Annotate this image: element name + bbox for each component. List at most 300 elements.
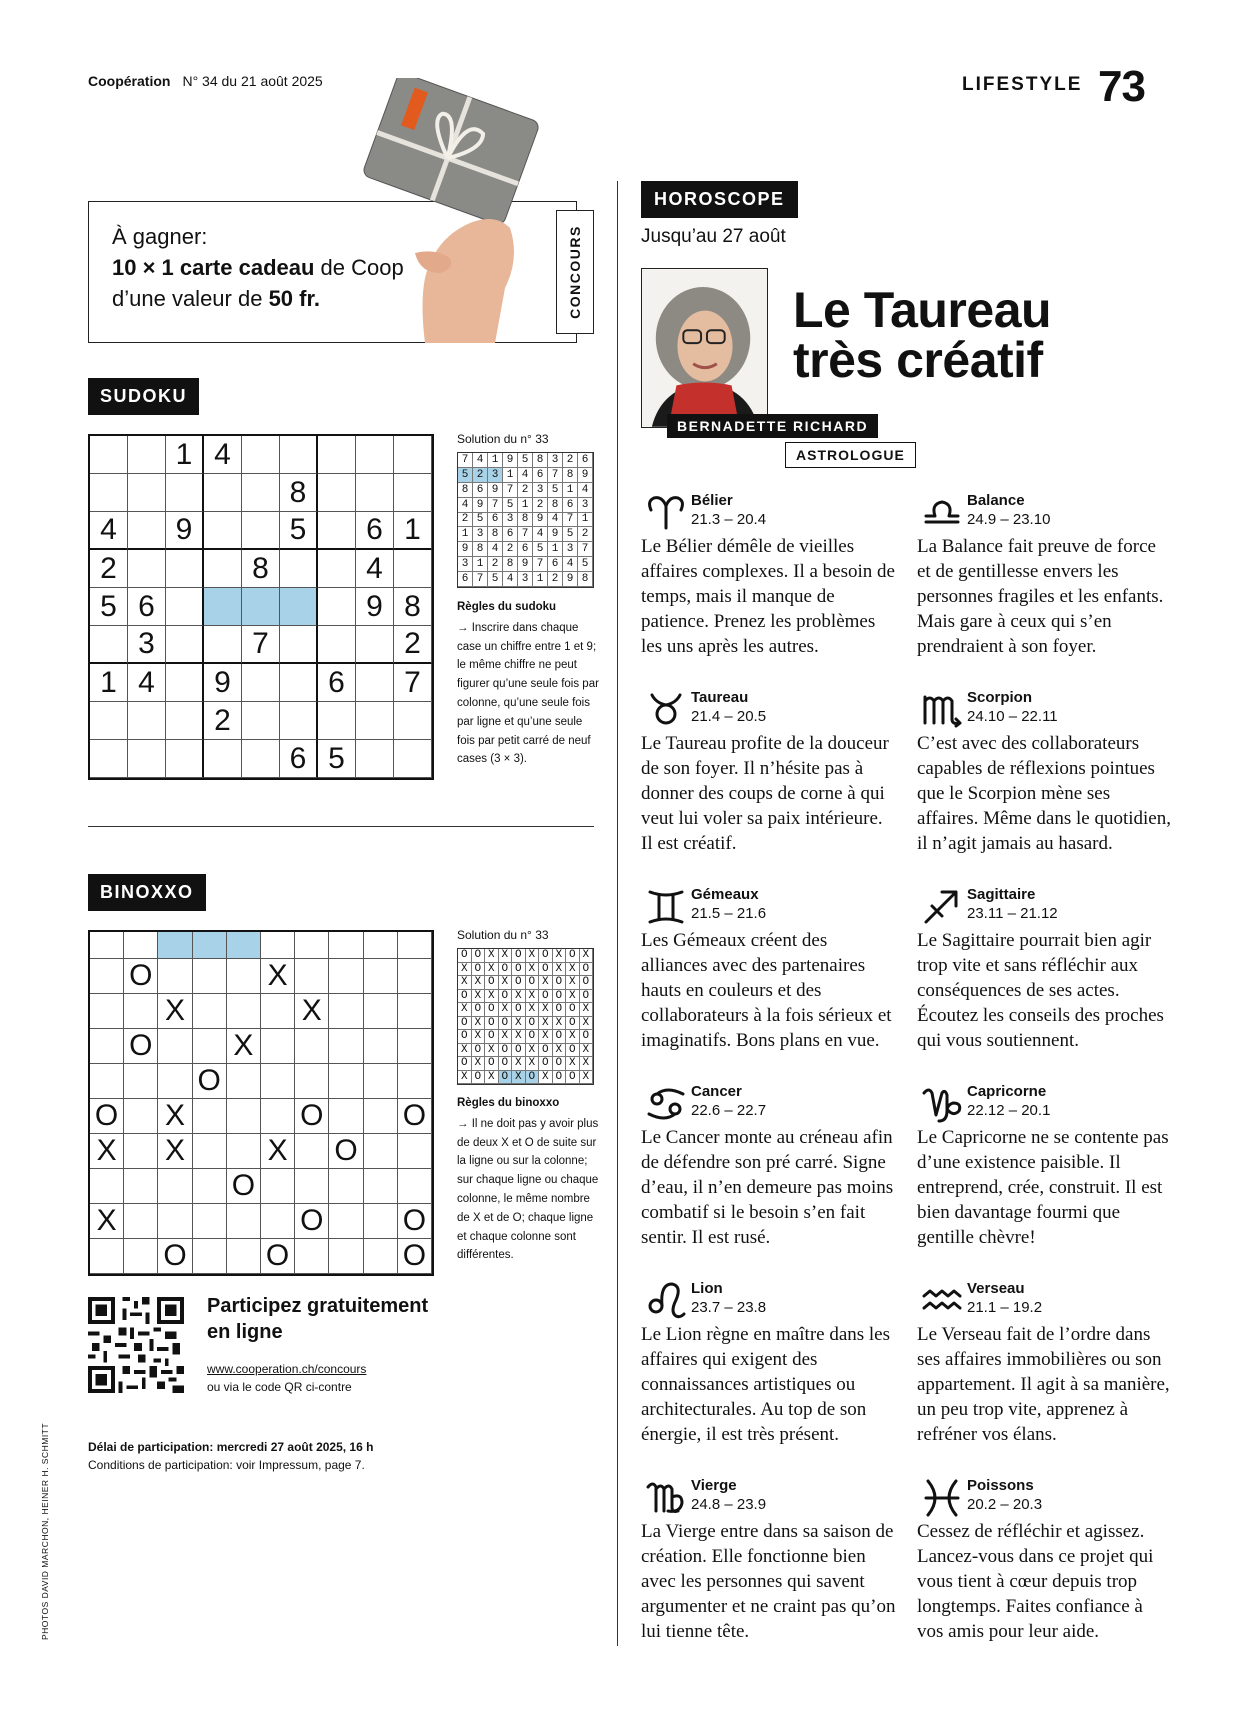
headline-line-1: Le Taureau xyxy=(793,282,1052,338)
binoxxo-grid-cell[interactable] xyxy=(227,994,261,1029)
sudoku-solution-cell: 4 xyxy=(563,557,578,572)
sudoku-grid-cell[interactable] xyxy=(166,626,204,664)
binoxxo-grid-cell[interactable] xyxy=(193,959,227,994)
sudoku-solution-cell: 3 xyxy=(488,468,503,483)
sudoku-grid[interactable] xyxy=(88,434,434,780)
binoxxo-solution-cell: O xyxy=(512,976,526,990)
sudoku-grid-cell[interactable] xyxy=(204,512,242,550)
sudoku-grid-cell[interactable] xyxy=(128,702,166,740)
sudoku-grid-cell[interactable] xyxy=(318,702,356,740)
sign-name: Taureau xyxy=(691,689,749,706)
sudoku-grid-cell[interactable] xyxy=(204,740,242,778)
binoxxo-solution-cell: O xyxy=(553,1071,567,1085)
binoxxo-grid-cell[interactable] xyxy=(261,1099,295,1134)
binoxxo-grid-cell[interactable] xyxy=(227,1064,261,1099)
binoxxo-grid-cell[interactable] xyxy=(295,1239,329,1274)
sudoku-grid-cell[interactable] xyxy=(318,474,356,512)
sudoku-grid-cell[interactable]: 4 xyxy=(204,436,242,474)
sign-text: C’est avec des collaborateurs capables de réflexions pointues que le Scorpion mène ses affaires. Même dans le quotidien, il n’agit jamais au hasard. xyxy=(917,733,1171,854)
sudoku-grid-cell[interactable] xyxy=(318,512,356,550)
binoxxo-solution-cell: X xyxy=(553,1044,567,1058)
binoxxo-grid-cell[interactable] xyxy=(90,1029,124,1064)
binoxxo-grid-cell[interactable]: O xyxy=(329,1134,363,1169)
binoxxo-grid-cell[interactable] xyxy=(90,1064,124,1099)
sudoku-grid-cell[interactable] xyxy=(166,550,204,588)
binoxxo-solution-cell: O xyxy=(566,1003,580,1017)
binoxxo-solution-grid xyxy=(457,948,594,1085)
sudoku-grid-cell[interactable] xyxy=(242,588,280,626)
sudoku-solution-cell: 5 xyxy=(488,572,503,587)
binoxxo-grid-cell[interactable]: O xyxy=(193,1064,227,1099)
binoxxo-grid-cell[interactable] xyxy=(295,1134,329,1169)
binoxxo-solution-cell: X xyxy=(499,1003,513,1017)
binoxxo-grid-cell[interactable] xyxy=(398,994,432,1029)
contest-prize-rest: de Coop xyxy=(314,255,404,280)
binoxxo-grid-cell[interactable] xyxy=(329,1099,363,1134)
sudoku-solution-title: Solution du n° 33 xyxy=(457,432,549,446)
sudoku-grid-cell[interactable] xyxy=(242,664,280,702)
sudoku-grid-cell[interactable] xyxy=(242,436,280,474)
sudoku-grid-cell[interactable]: 9 xyxy=(356,588,394,626)
binoxxo-grid-cell[interactable] xyxy=(124,1064,158,1099)
sudoku-grid-cell[interactable] xyxy=(204,626,242,664)
binoxxo-grid-cell[interactable] xyxy=(193,1134,227,1169)
binoxxo-grid-cell[interactable] xyxy=(227,932,261,959)
sudoku-grid-cell[interactable] xyxy=(394,550,432,588)
binoxxo-grid-cell[interactable]: O xyxy=(398,1099,432,1134)
binoxxo-grid-cell[interactable] xyxy=(329,1029,363,1064)
binoxxo-grid-cell[interactable]: O xyxy=(398,1239,432,1274)
binoxxo-grid-cell[interactable] xyxy=(261,1169,295,1204)
sign-dates: 22.6 – 22.7 xyxy=(691,1102,767,1119)
sudoku-grid-cell[interactable] xyxy=(128,740,166,778)
binoxxo-grid-cell[interactable]: O xyxy=(158,1239,192,1274)
sudoku-solution-cell: 2 xyxy=(488,557,503,572)
binoxxo-grid-cell[interactable] xyxy=(398,1169,432,1204)
sudoku-solution-cell: 2 xyxy=(503,542,518,557)
binoxxo-grid-cell[interactable] xyxy=(295,1029,329,1064)
binoxxo-solution-cell: X xyxy=(458,1003,472,1017)
contest-url-link[interactable]: www.cooperation.ch/concours xyxy=(207,1362,367,1376)
binoxxo-grid-cell[interactable] xyxy=(261,1064,295,1099)
qr-code-icon[interactable] xyxy=(88,1297,184,1393)
sudoku-grid-cell[interactable] xyxy=(356,626,394,664)
sudoku-solution-cell: 1 xyxy=(548,542,563,557)
binoxxo-solution-cell: X xyxy=(526,1003,540,1017)
binoxxo-solution-cell: O xyxy=(512,949,526,963)
sudoku-grid-cell[interactable] xyxy=(280,702,318,740)
binoxxo-grid-cell[interactable] xyxy=(329,1239,363,1274)
contest-line-3 xyxy=(112,283,404,314)
sudoku-rules-title: Règles du sudoku xyxy=(457,601,557,613)
sign-heading xyxy=(917,886,1173,926)
sudoku-solution-cell: 3 xyxy=(563,542,578,557)
sign-dates: 24.10 – 22.11 xyxy=(967,708,1058,725)
binoxxo-grid-cell[interactable] xyxy=(261,932,295,959)
binoxxo-solution-cell: X xyxy=(485,990,499,1004)
binoxxo-grid-cell[interactable] xyxy=(193,1239,227,1274)
sign-dates: 21.1 – 19.2 xyxy=(967,1299,1043,1316)
binoxxo-grid-cell[interactable]: O xyxy=(90,1099,124,1134)
binoxxo-rules-title: Règles du binoxxo xyxy=(457,1097,560,1109)
aquarius-icon xyxy=(917,1280,967,1320)
photo-credits: PHOTOS DAVID MARCHON, HEINER H. SCHMITT xyxy=(40,1422,50,1640)
sudoku-grid-cell[interactable]: 5 xyxy=(280,512,318,550)
binoxxo-solution-cell: O xyxy=(566,1017,580,1031)
sudoku-solution-cell: 1 xyxy=(518,498,533,513)
binoxxo-solution-cell: X xyxy=(472,990,486,1004)
sudoku-grid-cell[interactable]: 4 xyxy=(356,550,394,588)
sign-name: Cancer xyxy=(691,1083,742,1100)
sudoku-grid-cell[interactable] xyxy=(394,740,432,778)
binoxxo-solution-cell: X xyxy=(512,1030,526,1044)
sudoku-grid-cell[interactable]: 1 xyxy=(394,512,432,550)
binoxxo-grid-cell[interactable] xyxy=(193,1099,227,1134)
sudoku-grid-cell[interactable]: 7 xyxy=(394,664,432,702)
sudoku-grid-cell[interactable]: 4 xyxy=(90,512,128,550)
sign-text: Cessez de réfléchir et agissez. Lancez-vous dans ce projet qui vous tient à cœur depuis trop longtemps. Faites confiance à vos amis pour leur aide. xyxy=(917,1521,1154,1642)
sudoku-grid-cell[interactable] xyxy=(166,702,204,740)
binoxxo-grid-cell[interactable] xyxy=(193,1029,227,1064)
binoxxo-grid-cell[interactable] xyxy=(329,932,363,959)
binoxxo-grid-cell[interactable] xyxy=(364,1099,398,1134)
sign-text: Le Cancer monte au créneau afin de défendre son pré carré. Signe d’eau, il n’en demeure pas moins combatif si le besoin s’en fait sentir. Il est rusé. xyxy=(641,1127,894,1248)
section-divider xyxy=(88,826,594,827)
sudoku-solution-cell: 9 xyxy=(518,557,533,572)
sudoku-grid-cell[interactable] xyxy=(166,474,204,512)
binoxxo-grid-cell[interactable] xyxy=(295,1169,329,1204)
sudoku-grid-cell[interactable] xyxy=(394,474,432,512)
binoxxo-grid-cell[interactable] xyxy=(364,1239,398,1274)
sudoku-grid-cell[interactable]: 8 xyxy=(242,550,280,588)
sudoku-grid-cell[interactable]: 2 xyxy=(204,702,242,740)
binoxxo-grid-cell[interactable] xyxy=(193,1204,227,1239)
binoxxo-solution-cell: O xyxy=(458,1017,472,1031)
binoxxo-solution-cell: O xyxy=(499,1044,513,1058)
binoxxo-grid-cell[interactable]: X xyxy=(261,1134,295,1169)
binoxxo-grid-cell[interactable] xyxy=(295,959,329,994)
binoxxo-grid-cell[interactable] xyxy=(329,959,363,994)
binoxxo-grid-cell[interactable] xyxy=(364,1169,398,1204)
binoxxo-grid-cell[interactable] xyxy=(261,1204,295,1239)
sign-heading xyxy=(641,689,897,729)
binoxxo-grid-cell[interactable] xyxy=(398,1029,432,1064)
sudoku-solution-cell: 6 xyxy=(473,483,488,498)
sudoku-solution-cell: 2 xyxy=(518,483,533,498)
sudoku-grid-cell[interactable]: 1 xyxy=(166,436,204,474)
horoscope-sign xyxy=(641,886,897,1053)
sudoku-grid-cell[interactable]: 9 xyxy=(166,512,204,550)
binoxxo-grid-cell[interactable] xyxy=(124,932,158,959)
binoxxo-grid-cell[interactable] xyxy=(193,994,227,1029)
binoxxo-solution-cell: X xyxy=(580,1071,594,1085)
binoxxo-solution-cell: X xyxy=(539,1017,553,1031)
binoxxo-grid-cell[interactable] xyxy=(124,1169,158,1204)
binoxxo-grid-cell[interactable]: X xyxy=(227,1029,261,1064)
binoxxo-grid-cell[interactable] xyxy=(158,1064,192,1099)
sudoku-grid-cell[interactable] xyxy=(242,740,280,778)
sudoku-grid-cell[interactable]: 9 xyxy=(204,664,242,702)
binoxxo-grid-cell[interactable]: O xyxy=(227,1169,261,1204)
sudoku-grid-cell[interactable] xyxy=(242,512,280,550)
binoxxo-grid-cell[interactable] xyxy=(364,994,398,1029)
sudoku-grid-cell[interactable] xyxy=(318,588,356,626)
sudoku-grid-cell[interactable] xyxy=(280,588,318,626)
sudoku-solution-cell: 8 xyxy=(488,527,503,542)
binoxxo-solution-cell: O xyxy=(566,949,580,963)
sudoku-grid-cell[interactable] xyxy=(90,474,128,512)
sign-text: Le Sagittaire pourrait bien agir trop vite et sans réfléchir aux conséquences de ses actes. Écoutez les conseils des proches qui vous soutiennent. xyxy=(917,930,1164,1051)
sudoku-grid-cell[interactable] xyxy=(280,626,318,664)
sudoku-grid-cell[interactable]: 1 xyxy=(90,664,128,702)
sudoku-solution-cell: 3 xyxy=(533,483,548,498)
sign-heading xyxy=(641,492,897,532)
binoxxo-grid-cell[interactable] xyxy=(398,932,432,959)
sudoku-grid-cell[interactable] xyxy=(356,740,394,778)
binoxxo-solution-cell: O xyxy=(472,1044,486,1058)
binoxxo-grid-cell[interactable] xyxy=(90,1169,124,1204)
binoxxo-grid-cell[interactable] xyxy=(295,1064,329,1099)
binoxxo-grid-cell[interactable]: X xyxy=(158,1134,192,1169)
binoxxo-solution-cell: O xyxy=(458,990,472,1004)
binoxxo-grid-cell[interactable] xyxy=(124,1134,158,1169)
binoxxo-grid-cell[interactable] xyxy=(90,959,124,994)
sudoku-solution-cell: 5 xyxy=(548,483,563,498)
libra-icon xyxy=(917,492,967,532)
binoxxo-solution-cell: O xyxy=(553,990,567,1004)
sudoku-grid-cell[interactable]: 6 xyxy=(356,512,394,550)
sudoku-grid-cell[interactable] xyxy=(356,436,394,474)
sign-text: Le Lion règne en maître dans les affaires qui exigent des connaissances artistiques ou architecturales. Au top de son énergie, il est très présent. xyxy=(641,1324,891,1445)
binoxxo-grid-cell[interactable] xyxy=(124,1239,158,1274)
binoxxo-solution-cell: X xyxy=(485,1071,499,1085)
sign-dates: 21.5 – 21.6 xyxy=(691,905,767,922)
sudoku-grid-cell[interactable] xyxy=(394,702,432,740)
binoxxo-grid-cell[interactable] xyxy=(158,932,192,959)
binoxxo-grid-cell[interactable] xyxy=(295,932,329,959)
binoxxo-grid-cell[interactable] xyxy=(364,1204,398,1239)
horoscope-sign xyxy=(917,1280,1173,1447)
sign-heading xyxy=(917,1280,1173,1320)
binoxxo-solution-cell: X xyxy=(499,949,513,963)
sudoku-grid-cell[interactable] xyxy=(356,702,394,740)
binoxxo-solution-cell: X xyxy=(472,976,486,990)
binoxxo-grid-cell[interactable] xyxy=(329,1204,363,1239)
binoxxo-solution-cell: O xyxy=(485,1003,499,1017)
binoxxo-grid-cell[interactable] xyxy=(124,994,158,1029)
binoxxo-solution-cell: X xyxy=(472,1017,486,1031)
binoxxo-solution-cell: O xyxy=(472,963,486,977)
sudoku-grid-cell[interactable] xyxy=(90,436,128,474)
binoxxo-grid-cell[interactable] xyxy=(158,1204,192,1239)
binoxxo-solution-cell: O xyxy=(539,990,553,1004)
binoxxo-solution-cell: O xyxy=(526,1071,540,1085)
sudoku-grid-cell[interactable] xyxy=(242,474,280,512)
sign-heading xyxy=(917,1477,1173,1517)
binoxxo-grid-cell[interactable]: O xyxy=(295,1099,329,1134)
binoxxo-solution-cell: O xyxy=(472,1071,486,1085)
binoxxo-grid-cell[interactable] xyxy=(398,1134,432,1169)
binoxxo-grid-cell[interactable]: X xyxy=(158,1099,192,1134)
binoxxo-solution-cell: X xyxy=(566,990,580,1004)
sudoku-grid-cell[interactable] xyxy=(128,436,166,474)
binoxxo-solution-cell: X xyxy=(526,1057,540,1071)
sign-name: Scorpion xyxy=(967,689,1033,706)
binoxxo-grid-cell[interactable] xyxy=(227,1099,261,1134)
binoxxo-grid-cell[interactable] xyxy=(329,1064,363,1099)
binoxxo-grid-cell[interactable]: X xyxy=(295,994,329,1029)
binoxxo-grid-cell[interactable] xyxy=(158,1169,192,1204)
sudoku-solution-cell: 2 xyxy=(533,498,548,513)
sudoku-grid-cell[interactable]: 6 xyxy=(280,740,318,778)
binoxxo-grid-cell[interactable] xyxy=(364,1064,398,1099)
binoxxo-grid-cell[interactable]: O xyxy=(124,1029,158,1064)
binoxxo-solution-cell: X xyxy=(472,1057,486,1071)
sudoku-grid-cell[interactable] xyxy=(128,474,166,512)
sudoku-grid-cell[interactable] xyxy=(204,550,242,588)
binoxxo-solution-cell: O xyxy=(580,990,594,1004)
binoxxo-solution-cell: O xyxy=(553,1003,567,1017)
binoxxo-grid-cell[interactable] xyxy=(227,1204,261,1239)
binoxxo-grid-cell[interactable] xyxy=(364,1134,398,1169)
sudoku-solution-cell: 6 xyxy=(578,453,593,468)
sudoku-grid-cell[interactable]: 5 xyxy=(318,740,356,778)
binoxxo-grid-cell[interactable] xyxy=(193,1169,227,1204)
sign-dates: 20.2 – 20.3 xyxy=(967,1496,1043,1513)
binoxxo-grid-cell[interactable] xyxy=(124,1099,158,1134)
binoxxo-grid-cell[interactable] xyxy=(90,1239,124,1274)
binoxxo-grid-cell[interactable] xyxy=(329,994,363,1029)
contest-prize-bold: 10 × 1 carte cadeau xyxy=(112,255,315,280)
sudoku-solution-cell: 1 xyxy=(578,513,593,528)
sign-name: Bélier xyxy=(691,492,733,509)
binoxxo-grid-cell[interactable]: O xyxy=(124,959,158,994)
binoxxo-grid[interactable] xyxy=(88,930,434,1276)
binoxxo-grid-cell[interactable]: X xyxy=(261,959,295,994)
binoxxo-grid-cell[interactable] xyxy=(227,1239,261,1274)
binoxxo-grid-cell[interactable] xyxy=(261,994,295,1029)
binoxxo-grid-cell[interactable] xyxy=(90,994,124,1029)
binoxxo-grid-cell[interactable]: O xyxy=(398,1204,432,1239)
horoscope-sign xyxy=(641,1477,897,1644)
sudoku-grid-cell[interactable]: 5 xyxy=(90,588,128,626)
binoxxo-grid-cell[interactable]: X xyxy=(90,1134,124,1169)
binoxxo-grid-cell[interactable]: O xyxy=(261,1239,295,1274)
binoxxo-grid-cell[interactable] xyxy=(364,1029,398,1064)
sudoku-grid-cell[interactable] xyxy=(166,588,204,626)
binoxxo-solution-cell: X xyxy=(458,1044,472,1058)
binoxxo-grid-cell[interactable] xyxy=(90,932,124,959)
sudoku-grid-cell[interactable]: 6 xyxy=(128,588,166,626)
binoxxo-grid-cell[interactable] xyxy=(227,959,261,994)
binoxxo-solution-cell: O xyxy=(485,1057,499,1071)
contest-prize-text xyxy=(112,221,404,314)
sudoku-grid-cell[interactable] xyxy=(204,588,242,626)
binoxxo-solution-cell: O xyxy=(566,1071,580,1085)
sudoku-rules xyxy=(457,598,599,769)
sudoku-grid-cell[interactable] xyxy=(204,474,242,512)
binoxxo-solution-cell: X xyxy=(539,1003,553,1017)
binoxxo-solution-cell: O xyxy=(539,949,553,963)
sudoku-grid-cell[interactable] xyxy=(280,436,318,474)
sudoku-grid-cell[interactable] xyxy=(90,626,128,664)
binoxxo-grid-cell[interactable] xyxy=(398,959,432,994)
sudoku-grid-cell[interactable] xyxy=(318,436,356,474)
sudoku-solution-cell: 3 xyxy=(548,453,563,468)
sudoku-solution-cell: 8 xyxy=(533,453,548,468)
sign-text: Le Bélier démêle de vieilles affaires complexes. Il a besoin de temps, mais il manque de patience. Prenez les problèmes les uns après les autres. xyxy=(641,536,895,657)
binoxxo-grid-cell[interactable] xyxy=(124,1204,158,1239)
binoxxo-grid-cell[interactable] xyxy=(193,932,227,959)
binoxxo-grid-cell[interactable] xyxy=(364,932,398,959)
sudoku-grid-cell[interactable] xyxy=(356,664,394,702)
sudoku-solution-cell: 7 xyxy=(533,557,548,572)
sudoku-grid-cell[interactable] xyxy=(166,664,204,702)
binoxxo-solution-cell: X xyxy=(539,1071,553,1085)
binoxxo-solution-cell: X xyxy=(485,963,499,977)
binoxxo-grid-cell[interactable] xyxy=(329,1169,363,1204)
binoxxo-solution-cell: X xyxy=(472,1030,486,1044)
sudoku-grid-cell[interactable] xyxy=(280,550,318,588)
contest-line-2 xyxy=(112,252,404,283)
sudoku-grid-cell[interactable] xyxy=(318,626,356,664)
sign-heading xyxy=(917,1083,1173,1123)
binoxxo-grid-cell[interactable]: X xyxy=(90,1204,124,1239)
sudoku-grid-cell[interactable] xyxy=(280,664,318,702)
binoxxo-grid-cell[interactable]: O xyxy=(295,1204,329,1239)
binoxxo-grid-cell[interactable] xyxy=(261,1029,295,1064)
sudoku-grid-cell[interactable]: 3 xyxy=(128,626,166,664)
binoxxo-grid-cell[interactable]: X xyxy=(158,994,192,1029)
binoxxo-solution-cell: O xyxy=(580,976,594,990)
sudoku-solution-cell: 4 xyxy=(518,468,533,483)
aries-icon xyxy=(641,492,691,532)
sudoku-grid-cell[interactable] xyxy=(394,436,432,474)
sudoku-grid-cell[interactable]: 8 xyxy=(280,474,318,512)
sudoku-solution-cell: 5 xyxy=(458,468,473,483)
sudoku-grid-cell[interactable]: 7 xyxy=(242,626,280,664)
binoxxo-solution-cell: X xyxy=(566,963,580,977)
sudoku-grid-cell[interactable]: 8 xyxy=(394,588,432,626)
sudoku-grid-cell[interactable]: 2 xyxy=(90,550,128,588)
sagittarius-icon xyxy=(917,886,967,926)
sudoku-rules-text: → Inscrire dans chaque case un chiffre entre 1 et 9; le même chiffre ne peut figurer qu’une seule fois par colonne, qu’une seule fois par ligne et qu’une seule fois par petit carré de neuf cases (3 × 3). xyxy=(457,621,599,766)
sudoku-grid-cell[interactable] xyxy=(242,702,280,740)
sudoku-grid-cell[interactable] xyxy=(318,550,356,588)
binoxxo-grid-cell[interactable] xyxy=(227,1134,261,1169)
binoxxo-solution-cell: O xyxy=(499,963,513,977)
binoxxo-solution-cell: X xyxy=(526,963,540,977)
sudoku-grid-cell[interactable] xyxy=(90,740,128,778)
participation-links xyxy=(207,1360,366,1396)
sudoku-grid-cell[interactable] xyxy=(166,740,204,778)
publication-header xyxy=(88,73,323,89)
sudoku-grid-cell[interactable]: 2 xyxy=(394,626,432,664)
sudoku-grid-cell[interactable] xyxy=(356,474,394,512)
binoxxo-grid-cell[interactable] xyxy=(158,959,192,994)
sudoku-grid-cell[interactable] xyxy=(128,550,166,588)
sign-name: Lion xyxy=(691,1280,723,1297)
binoxxo-grid-cell[interactable] xyxy=(364,959,398,994)
sudoku-grid-cell[interactable] xyxy=(90,702,128,740)
binoxxo-grid-cell[interactable] xyxy=(158,1029,192,1064)
sudoku-grid-cell[interactable]: 4 xyxy=(128,664,166,702)
binoxxo-solution-cell: X xyxy=(499,1030,513,1044)
binoxxo-solution-cell: X xyxy=(566,1030,580,1044)
sudoku-grid-cell[interactable] xyxy=(128,512,166,550)
binoxxo-grid-cell[interactable] xyxy=(398,1064,432,1099)
sudoku-grid-cell[interactable]: 6 xyxy=(318,664,356,702)
